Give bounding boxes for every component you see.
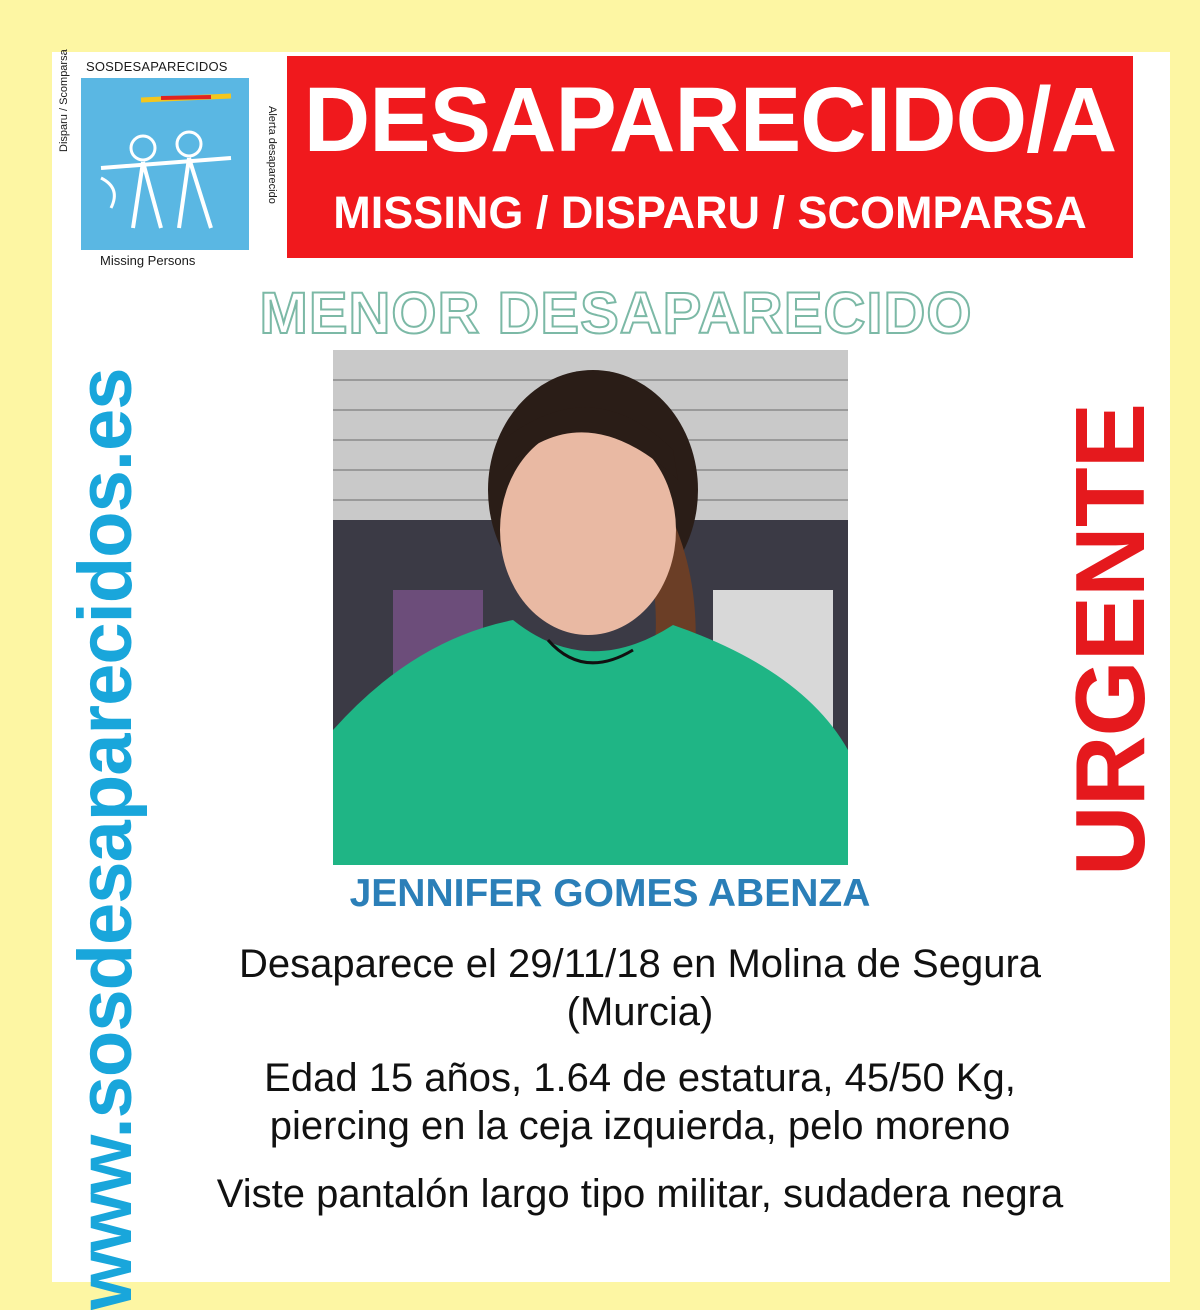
category-heading: MENOR DESAPARECIDO [259,281,973,346]
logo-left-text: Disparu / Scomparsa [58,49,70,152]
sosdesaparecidos-logo [56,49,286,272]
missing-banner [287,56,1133,258]
disappearance-info [140,940,1140,1036]
logo-bottom-text: Missing Persons [100,253,196,268]
logo-figures-icon [81,78,249,250]
clothing-info [140,1170,1140,1218]
urgent-label: URGENTE [1055,403,1165,877]
info-line-date-place: Desaparece el 29/11/18 en Molina de Segura [238,942,1042,986]
website-vertical[interactable]: www.sosdesaparecidos.es [63,368,148,1310]
logo-right-text: Alerta desaparecido [266,106,278,204]
info-line-clothing: Viste pantalón largo tipo militar, sudadera negra [216,1172,1064,1216]
description-info [140,1054,1140,1150]
info-line-features: piercing en la ceja izquierda, pelo moreno [269,1104,1011,1148]
banner-subtitle: MISSING / DISPARU / SCOMPARSA [333,187,1087,238]
logo-top-text: SOSDESAPARECIDOS [86,59,228,74]
info-line-age-height: Edad 15 años, 1.64 de estatura, 45/50 Kg, [264,1056,1016,1100]
person-name: JENNIFER GOMES ABENZA [349,872,871,915]
info-line-region: (Murcia) [566,990,714,1034]
banner-title: DESAPARECIDO/A [303,69,1117,171]
person-photo [333,350,848,865]
